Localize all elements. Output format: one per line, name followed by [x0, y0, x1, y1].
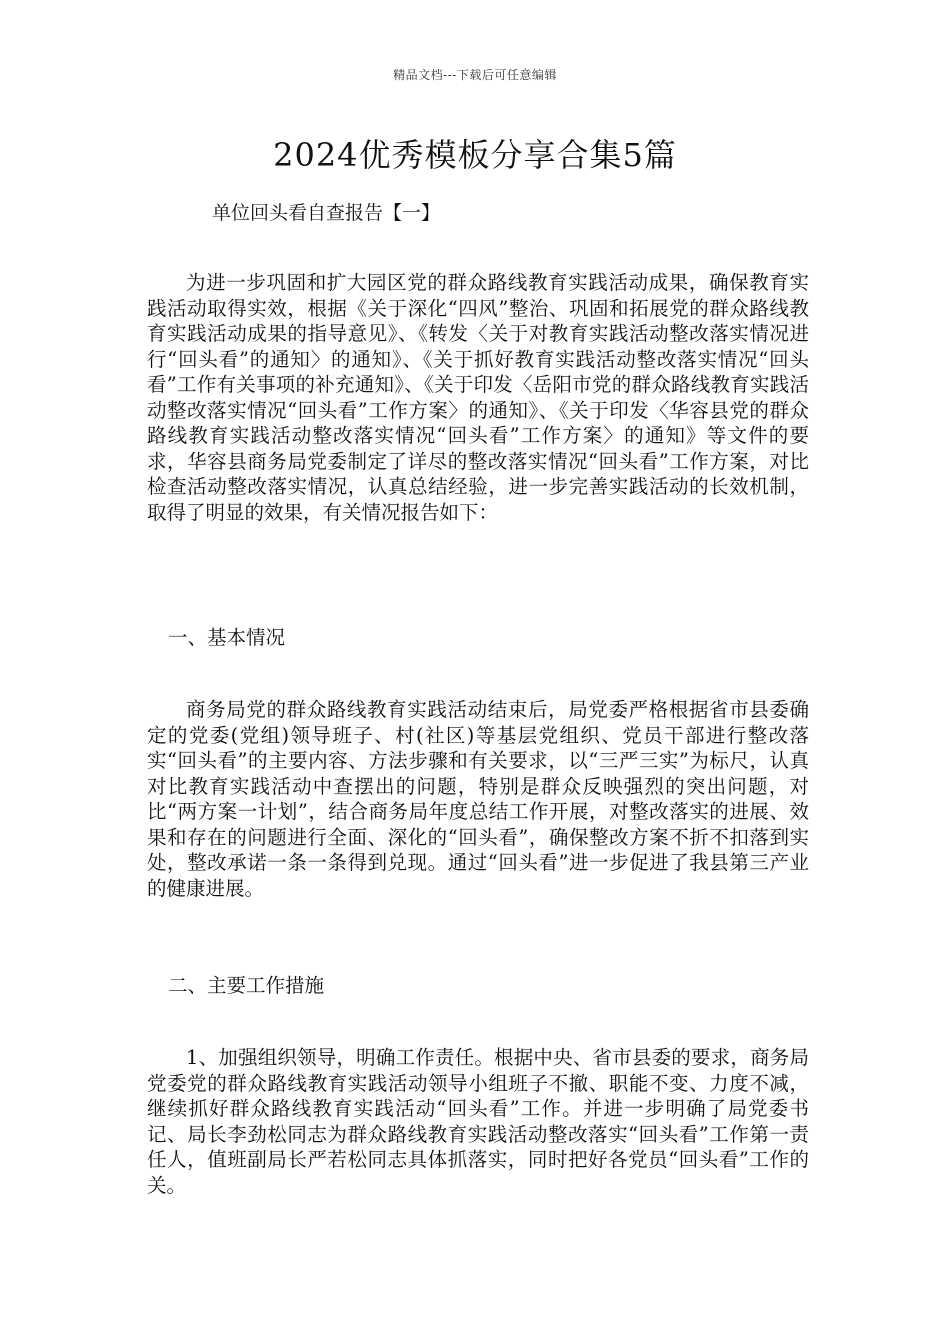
- section-title: 单位回头看自查报告【一】: [212, 202, 441, 224]
- intro-paragraph: 为进一步巩固和扩大园区党的群众路线教育实践活动成果，确保教育实践活动取得实效，根据《关于深化“四风”整治、巩固和拓展党的群众路线教育实践活动成果的指导意见》、《转发〈关于对教育实践活动整改落实情况进行“回头看”的通知〉的通知》、《关于抓好教育实践活动整改落实情况“回头看”工作有关事项的补充通知》、《关于印发〈岳阳市党的群众路线教育实践活动整改落实情况“回头看”工作方案〉的通知》、《关于印发〈华容县党的群众路线教育实践活动整改落实情况“回头看”工作方案〉的通知》等文件的要求，华容县商务局党委制定了详尽的整改落实情况“回头看”工作方案，对比检查活动整改落实情况，认真总结经验，进一步完善实践活动的长效机制，取得了明显的效果，有关情况报告如下：: [147, 271, 809, 524]
- main-measures-paragraph: 1、加强组织领导，明确工作责任。根据中央、省市县委的要求，商务局党委党的群众路线教育实践活动领导小组班子不撤、职能不变、力度不减，继续抓好群众路线教育实践活动“回头看”工作。并进一步明确了局党委书记、局长李劲松同志为群众路线教育实践活动整改落实“回头看”工作第一责任人，值班副局长严若松同志具体抓落实，同时把好各党员“回头看”工作的关。: [147, 1046, 809, 1197]
- heading-main-measures: 二、主要工作措施: [168, 974, 325, 997]
- basic-situation-paragraph: 商务局党的群众路线教育实践活动结束后，局党委严格根据省市县委确定的党委(党组)领导班子、村(社区)等基层党组织、党员干部进行整改落实“回头看”的主要内容、方法步骤和有关要求，以“三严三实”为标尺，认真对比教育实践活动中查摆出的问题，特别是群众反映强烈的突出问题，对比“两方案一计划”，结合商务局年度总结工作开展，对整改落实的进展、效果和存在的问题进行全面、深化的“回头看”，确保整改方案不折不扣落到实处，整改承诺一条一条得到兑现。通过“回头看”进一步促进了我县第三产业的健康进展。: [147, 698, 809, 900]
- header-note: 精品文档---下载后可任意编辑: [393, 68, 557, 82]
- document-title: 2024优秀模板分享合集5篇: [273, 136, 677, 174]
- heading-basic-situation: 一、基本情况: [168, 626, 286, 649]
